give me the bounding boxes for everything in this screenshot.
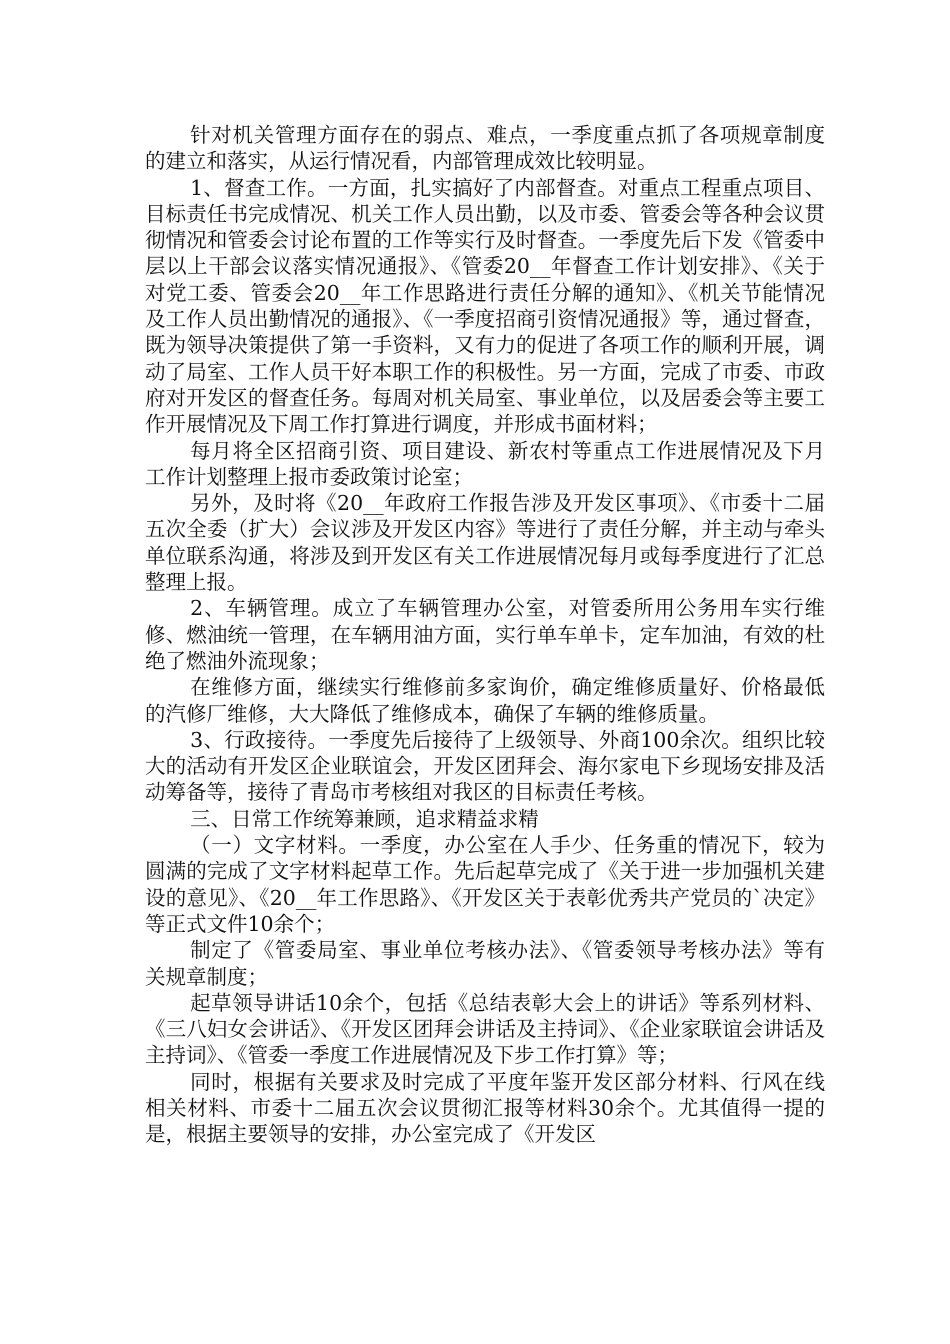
paragraph: 另外，及时将《20__年政府工作报告涉及开发区事项》、《市委十二届五次全委（扩大）会议涉及开发区内容》等进行了责任分解，并主动与牵头单位联系沟通，将涉及到开发区有关工作进展情况每月或每季度进行了汇总整理上报。	[145, 491, 825, 595]
paragraph: 制定了《管委局室、事业单位考核办法》、《管委领导考核办法》等有关规章制度；	[145, 938, 825, 989]
paragraph: 针对机关管理方面存在的弱点、难点，一季度重点抓了各项规章制度的建立和落实，从运行情况看，内部管理成效比较明显。	[145, 123, 825, 174]
paragraph: 3、行政接待。一季度先后接待了上级领导、外商100余次。组织比较大的活动有开发区企业联谊会，开发区团拜会、海尔家电下乡现场安排及活动筹备等，接待了青岛市考核组对我区的目标责任考核。	[145, 727, 825, 805]
section-heading: 三、日常工作统筹兼顾，追求精益求精	[190, 806, 539, 831]
paragraph: 起草领导讲话10余个，包括《总结表彰大会上的讲话》等系列材料、《三八妇女会讲话》、《开发区团拜会讲话及主持词》、《企业家联谊会讲话及主持词》、《管委一季度工作进展情况及下步工作打算》等；	[145, 990, 825, 1068]
paragraph: 在维修方面，继续实行维修前多家询价，确定维修质量好、价格最低的汽修厂维修，大大降低了维修成本，确保了车辆的维修质量。	[145, 675, 825, 726]
paragraph: 1、督查工作。一方面，扎实搞好了内部督查。对重点工程重点项目、目标责任书完成情况、机关工作人员出勤，以及市委、管委会等各种会议贯彻情况和管委会讨论布置的工作等实行及时督查。一季度先后下发《管委中层以上干部会议落实情况通报》、《管委20__年督查工作计划安排》、《关于对党工委、管委会20__年工作思路进行责任分解的通知》、《机关节能情况及工作人员出勤情况的通报》、《一季度招商引资情况通报》等，通过督查，既为领导决策提供了第一手资料，又有力的促进了各项工作的顺利开展，调动了局室、工作人员干好本职工作的积极性。另一方面，完成了市委、市政府对开发区的督查任务。每周对机关局室、事业单位，以及居委会等主要工作开展情况及下周工作打算进行调度，并形成书面材料；	[145, 175, 825, 437]
paragraph: （一）文字材料。一季度，办公室在人手少、任务重的情况下，较为圆满的完成了文字材料起草工作。先后起草完成了《关于进一步加强机关建设的意见》、《20__年工作思路》、《开发区关于表彰优秀共产党员的`决定》等正式文件10余个；	[145, 833, 825, 936]
paragraph: 2、车辆管理。成立了车辆管理办公室，对管委所用公务用车实行维修、燃油统一管理，在车辆用油方面，实行单车单卡，定车加油，有效的杜绝了燃油外流现象；	[145, 596, 825, 673]
paragraph: 同时，根据有关要求及时完成了平度年鉴开发区部分材料、行风在线相关材料、市委十二届五次会议贯彻汇报等材料30余个。尤其值得一提的是，根据主要领导的安排，办公室完成了《开发区	[145, 1069, 825, 1147]
paragraph: 每月将全区招商引资、项目建设、新农村等重点工作进展情况及下月工作计划整理上报市委政策讨论室；	[145, 438, 825, 489]
document-body	[145, 122, 825, 1148]
